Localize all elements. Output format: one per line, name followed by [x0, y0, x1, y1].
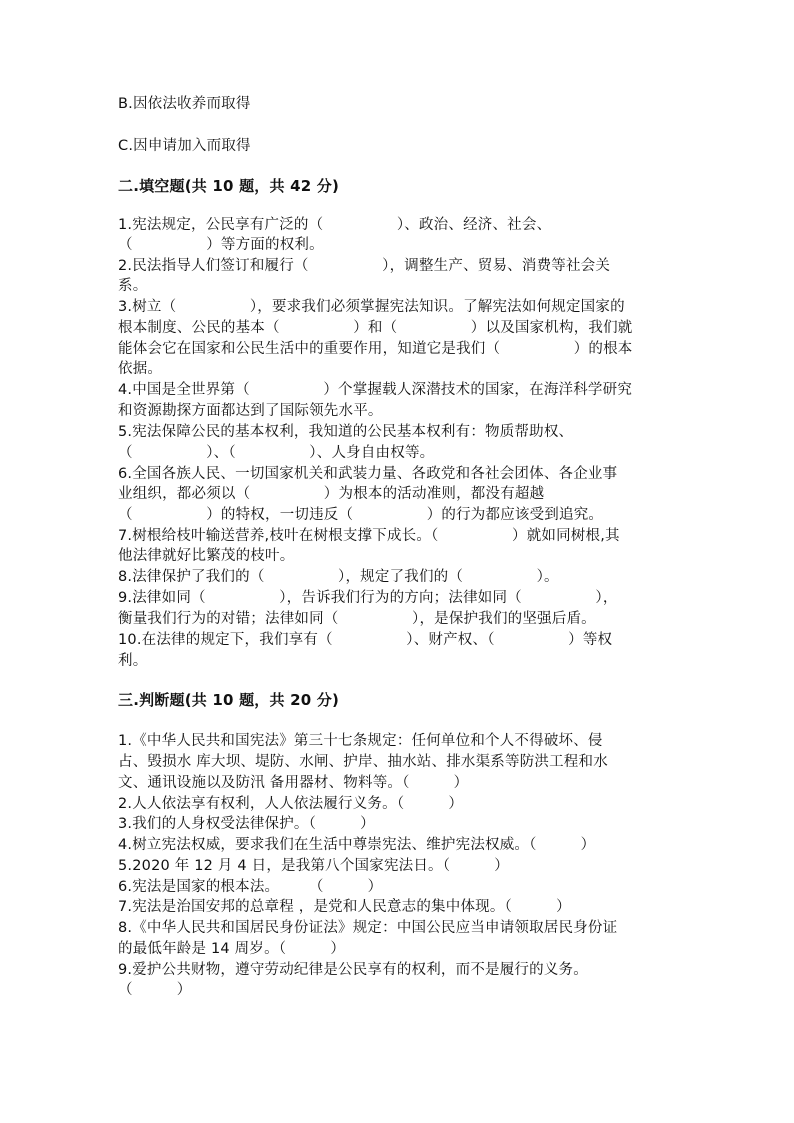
text-line: 衡量我们行为的对错；法律如同（ ），是保护我们的坚强后盾。	[118, 611, 596, 627]
text-line: 3.树立（ ），要求我们必须掌握宪法知识。了解宪法如何规定国家的	[118, 299, 625, 315]
section-heading-fill-in: 二.填空题(共 10 题，共 42 分)	[118, 177, 340, 195]
text-line: 业组织，都必须以（ ）为根本的活动准则，都没有超越	[118, 486, 545, 502]
text-line: 文、通讯设施以及防汛 备用器材、物料等。（ ）	[118, 775, 469, 791]
text-line: 2.人人依法享有权利，人人依法履行义务。（ ）	[118, 796, 464, 812]
text-line: 3.我们的人身权受法律保护。（ ）	[118, 816, 375, 832]
text-line: 利。	[118, 653, 148, 669]
text-line: 5.宪法保障公民的基本权利，我知道的公民基本权利有：物质帮助权、	[118, 424, 574, 440]
option-c: C.因申请加入而取得	[118, 138, 251, 154]
text-line: 8.法律保护了我们的（ ），规定了我们的（ ）。	[118, 569, 559, 585]
text-line: （ ）	[118, 982, 192, 998]
text-line: 4.树立宪法权威，要求我们在生活中尊崇宪法、维护宪法权威。（ ）	[118, 837, 596, 853]
text-line: 占、毁损水 库大坝、堤防、水闸、护岸、抽水站、排水渠系等防洪工程和水	[118, 754, 608, 770]
text-line: （ ）等方面的权利。	[118, 237, 324, 253]
text-line: 5.2020 年 12 月 4 日，是我第八个国家宪法日。（ ）	[118, 858, 510, 874]
text-line: 9.爱护公共财物，遵守劳动纪律是公民享有的权利，而不是履行的义务。	[118, 962, 588, 978]
text-line: 2.民法指导人们签订和履行（ ），调整生产、贸易、消费等社会关	[118, 258, 611, 274]
text-line: 10.在法律的规定下，我们享有（ ）、财产权、（ ）等权	[118, 632, 613, 648]
text-line: 9.法律如同（ ），告诉我们行为的方向；法律如同（ ），	[118, 590, 618, 606]
text-line: 和资源勘探方面都达到了国际领先水平。	[118, 403, 383, 419]
text-line: 的最低年龄是 14 周岁。（ ）	[118, 941, 346, 957]
text-line: 依据。	[118, 361, 163, 377]
text-line: 根本制度、公民的基本（ ）和（ ）以及国家机构，我们就	[118, 320, 633, 336]
text-line: 1.宪法规定，公民享有广泛的（ ）、政治、经济、社会、	[118, 217, 552, 233]
text-line: 6.宪法是国家的根本法。 （ ）	[118, 879, 383, 895]
text-line: （ ）的特权，一切违反（ ）的行为都应该受到追究。	[118, 507, 604, 523]
text-line: 7.树根给枝叶输送营养,枝叶在树根支撑下成长。（ ）就如同树根,其	[118, 528, 620, 544]
text-line: 他法律就好比繁茂的枝叶。	[118, 548, 295, 564]
text-line: 系。	[118, 278, 148, 294]
text-line: 6.全国各族人民、一切国家机关和武装力量、各政党和各社会团体、各企业事	[118, 466, 618, 482]
option-b: B.因依法收养而取得	[118, 96, 251, 112]
text-line: 1.《中华人民共和国宪法》第三十七条规定：任何单位和个人不得破坏、侵	[118, 733, 603, 749]
text-line: （ ）、（ ）、人身自由权等。	[118, 445, 435, 461]
text-line: 7.宪法是治国安邦的总章程 ，是党和人民意志的集中体现。（ ）	[118, 899, 571, 915]
text-line: 能体会它在国家和公民生活中的重要作用，知道它是我们（ ）的根本	[118, 341, 633, 357]
text-line: 4.中国是全世界第（ ）个掌握载人深潜技术的国家，在海洋科学研究	[118, 382, 633, 398]
text-line: 8.《中华人民共和国居民身份证法》规定：中国公民应当申请领取居民身份证	[118, 920, 618, 936]
section-heading-true-false: 三.判断题(共 10 题，共 20 分)	[118, 691, 340, 709]
